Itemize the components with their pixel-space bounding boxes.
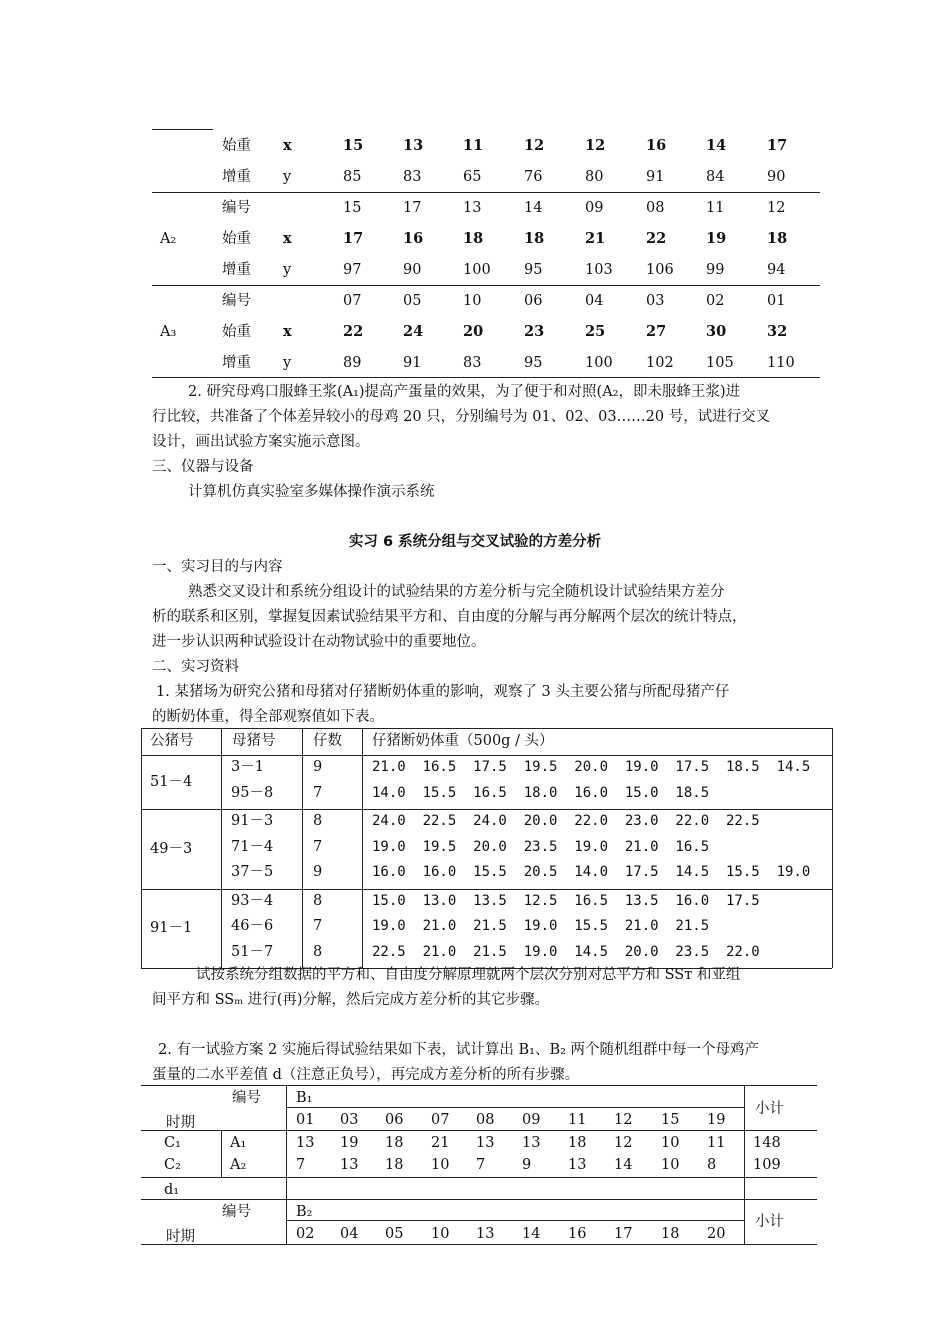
table-cell: 17 — [767, 137, 788, 154]
table-rule — [141, 889, 832, 890]
weaning-weights: 24.0 22.5 24.0 20.0 22.0 23.0 22.0 22.5 — [372, 813, 760, 829]
table-header: 仔数 — [313, 733, 342, 749]
table-rule — [141, 809, 832, 810]
table-cell: 106 — [646, 262, 674, 278]
table-cell: 95 — [524, 262, 543, 278]
hen-id: 01 — [296, 1112, 315, 1128]
table-cell: 91 — [646, 169, 665, 185]
table-rule — [832, 728, 833, 968]
table-cell: 100 — [585, 355, 613, 371]
section-3-title: 三、仪器与设备 — [152, 459, 254, 475]
row-label: 始重 — [222, 324, 251, 340]
table-cell: 14 — [524, 200, 543, 216]
section-2-title: 二、实习资料 — [152, 659, 239, 675]
subtotal-c1: 148 — [753, 1135, 781, 1151]
table-cell: 24 — [403, 323, 424, 340]
egg-count: 7 — [296, 1157, 306, 1173]
hen-id: 11 — [568, 1112, 587, 1128]
table-cell: 13 — [463, 200, 482, 216]
table-cell: 16 — [403, 230, 424, 247]
table-cell: 08 — [646, 200, 665, 216]
table-cell: 03 — [646, 293, 665, 309]
litter-size: 7 — [313, 838, 323, 855]
hen-id: 16 — [568, 1226, 587, 1242]
section-1-line-3: 进一步认识两种试验设计在动物试验中的重要地位。 — [152, 634, 486, 650]
table-cell: 11 — [706, 200, 725, 216]
table-cell: 19 — [706, 230, 727, 247]
egg-count: 12 — [614, 1135, 633, 1151]
egg-count: 13 — [296, 1135, 315, 1151]
table-header: 仔猪断奶体重（500g / 头） — [372, 733, 554, 749]
table-cell: 95 — [524, 355, 543, 371]
lab-6-title: 实习 6 系统分组与交叉试验的方差分析 — [348, 534, 602, 550]
table-cell: 15 — [343, 137, 364, 154]
hen-id: 07 — [431, 1112, 450, 1128]
egg-count: 11 — [707, 1135, 726, 1151]
weaning-weights: 15.0 13.0 13.5 12.5 16.5 13.5 16.0 17.5 — [372, 892, 760, 909]
table-cell: 12 — [767, 200, 786, 216]
egg-count: 13 — [568, 1157, 587, 1173]
table-cell: 65 — [463, 169, 482, 185]
hen-id: 05 — [385, 1226, 404, 1242]
sow-id: 71－4 — [231, 838, 274, 855]
table-rule — [286, 1107, 744, 1108]
table-rule — [286, 1220, 744, 1221]
problem-1-line-2: 的断奶体重，得全部观察值如下表。 — [152, 709, 384, 725]
table-cell: 80 — [585, 169, 604, 185]
egg-count: 13 — [340, 1157, 359, 1173]
row-label: 始重 — [222, 231, 251, 247]
egg-count: 18 — [568, 1135, 587, 1151]
row-label: 编号 — [222, 200, 251, 216]
problem-2-line-1: 2. 有一试验方案 2 实施后得试验结果如下表，试计算出 B₁、B₂ 两个随机组群中每一个母鸡产 — [158, 1042, 760, 1058]
sow-id: 46－6 — [231, 918, 274, 934]
egg-count: 19 — [340, 1135, 359, 1151]
table-cell: 17 — [343, 230, 364, 247]
table-rule — [141, 1244, 817, 1245]
egg-count: 7 — [476, 1157, 486, 1173]
sow-id: 3－1 — [231, 759, 264, 775]
table-cell: 06 — [524, 293, 543, 309]
egg-count: 18 — [385, 1135, 404, 1151]
sow-id: 37－5 — [231, 864, 274, 880]
table-cell: 76 — [524, 169, 543, 185]
header-period-label: 时期 — [166, 1115, 195, 1131]
hen-id: 10 — [431, 1226, 450, 1242]
header-number-label: 编号 — [232, 1090, 261, 1106]
treatment-a1: A₁ — [230, 1135, 247, 1151]
egg-count: 13 — [522, 1135, 541, 1151]
question-2-line-3: 设计，画出试验方案实施示意图。 — [152, 434, 370, 450]
egg-count: 8 — [707, 1157, 717, 1173]
table-cell: 90 — [403, 262, 422, 278]
table-header: 公猪号 — [150, 733, 194, 749]
table-cell: 84 — [706, 169, 725, 185]
litter-size: 7 — [313, 918, 323, 934]
table-cell: 83 — [463, 355, 482, 371]
table-cell: 97 — [343, 262, 362, 278]
question-2-line-2: 行比较，共准备了个体差异较小的母鸡 20 只，分别编号为 01、02、03……20 号，试进行交叉 — [152, 409, 771, 425]
litter-size: 8 — [313, 943, 323, 960]
table-cell: 18 — [767, 230, 788, 247]
table-cell: 90 — [767, 169, 786, 185]
table-cell: 09 — [585, 200, 604, 216]
hen-id: 15 — [661, 1112, 680, 1128]
header-period-label: 时期 — [166, 1229, 195, 1245]
table-rule — [362, 728, 363, 968]
egg-count: 13 — [476, 1135, 495, 1151]
table-cell: 91 — [403, 355, 422, 371]
variable-label: y — [283, 262, 292, 278]
table-cell: 10 — [463, 293, 482, 309]
table-cell: 14 — [706, 137, 727, 154]
table-rule — [221, 728, 222, 968]
table-cell: 12 — [585, 137, 606, 154]
hen-id: 13 — [476, 1226, 495, 1242]
table-cell: 89 — [343, 355, 362, 371]
table-cell: 20 — [463, 323, 484, 340]
table-cell: 16 — [646, 137, 667, 154]
group-label: A₃ — [160, 324, 177, 340]
table-cell: 25 — [585, 323, 606, 340]
table-cell: 105 — [706, 355, 734, 371]
table-cell: 94 — [767, 262, 786, 278]
section-3-text: 计算机仿真实验室多媒体操作演示系统 — [188, 484, 435, 500]
header-number-label: 编号 — [222, 1204, 251, 1220]
weaning-weights: 16.0 16.0 15.5 20.5 14.0 17.5 14.5 15.5 19.0 — [372, 864, 811, 880]
table-cell: 01 — [767, 293, 786, 309]
weaning-weights: 14.0 15.5 16.5 18.0 16.0 15.0 18.5 — [372, 784, 710, 801]
table-cell: 103 — [585, 262, 613, 278]
table-rule — [141, 1085, 817, 1086]
table-cell: 99 — [706, 262, 725, 278]
group-label: A₂ — [160, 231, 177, 247]
section-1-title: 一、实习目的与内容 — [152, 559, 283, 575]
variable-label: x — [283, 323, 292, 340]
table-cell: 85 — [343, 169, 362, 185]
table-cell: 17 — [403, 200, 422, 216]
difference-d1: d₁ — [164, 1182, 180, 1198]
weaning-weights: 22.5 21.0 21.5 19.0 14.5 20.0 23.5 22.0 — [372, 943, 760, 960]
row-label: 增重 — [222, 169, 251, 185]
table-cell: 18 — [524, 230, 545, 247]
litter-size: 7 — [313, 784, 323, 801]
group-b1-label: B₁ — [296, 1090, 313, 1106]
table-cell: 13 — [403, 137, 424, 154]
hen-id: 03 — [340, 1112, 359, 1128]
problem-1-after-line-1: 试按系统分组数据的平方和、自由度分解原理就两个层次分别对总平方和 SSᴛ 和亚组 — [196, 967, 741, 983]
egg-count: 21 — [431, 1135, 450, 1151]
hen-id: 08 — [476, 1112, 495, 1128]
egg-count: 14 — [614, 1157, 633, 1173]
table-rule — [141, 728, 142, 968]
table-rule — [141, 1199, 817, 1200]
variable-label: y — [283, 355, 292, 371]
treatment-a2: A₂ — [230, 1157, 247, 1173]
hen-id: 19 — [707, 1112, 726, 1128]
problem-1-line-1: 1. 某猪场为研究公猪和母猪对仔猪断奶体重的影响，观察了 3 头主要公猪与所配母猪产仔 — [156, 684, 730, 700]
table-header: 母猪号 — [232, 733, 276, 749]
hen-id: 06 — [385, 1112, 404, 1128]
table-cell: 22 — [646, 230, 667, 247]
table-cell: 02 — [706, 293, 725, 309]
boar-id: 91－1 — [150, 920, 193, 937]
table-cell: 22 — [343, 323, 364, 340]
sow-id: 93－4 — [231, 892, 274, 909]
table-cell: 21 — [585, 230, 606, 247]
group-b2-label: B₂ — [296, 1204, 313, 1220]
litter-size: 9 — [313, 759, 323, 775]
row-label: 增重 — [222, 355, 251, 371]
egg-count: 10 — [661, 1135, 680, 1151]
weaning-weights: 21.0 16.5 17.5 19.5 20.0 19.0 17.5 18.5 14.5 — [372, 759, 811, 775]
table-rule — [286, 1085, 287, 1244]
hen-id: 09 — [522, 1112, 541, 1128]
sow-id: 51－7 — [231, 943, 274, 960]
table-cell: 11 — [463, 137, 484, 154]
subtotal-c2: 109 — [753, 1157, 781, 1173]
table-rule — [141, 1177, 817, 1178]
hen-id: 20 — [707, 1226, 726, 1242]
row-label: 编号 — [222, 293, 251, 309]
period-c1: C₁ — [164, 1135, 181, 1151]
row-label: 始重 — [222, 138, 251, 154]
hen-id: 17 — [614, 1226, 633, 1242]
egg-count: 10 — [431, 1157, 450, 1173]
litter-size: 8 — [313, 892, 323, 909]
weaning-weights: 19.0 19.5 20.0 23.5 19.0 21.0 16.5 — [372, 838, 710, 855]
problem-2-line-2: 蛋量的二水平差值 d（注意正负号），再完成方差分析的所有步骤。 — [152, 1067, 580, 1083]
variable-label: y — [283, 169, 292, 185]
period-c2: C₂ — [164, 1157, 181, 1173]
row-label: 增重 — [222, 262, 251, 278]
sow-id: 91－3 — [231, 813, 274, 829]
hen-id: 14 — [522, 1226, 541, 1242]
variable-label: x — [283, 137, 292, 154]
section-1-line-2: 析的联系和区别，掌握复因素试验结果平方和、自由度的分解与再分解两个层次的统计特点， — [152, 609, 747, 625]
question-2-line-1: 2. 研究母鸡口服蜂王浆(A₁)提高产蛋量的效果，为了便于和对照(A₂，即未服蜂王浆)进 — [188, 384, 741, 400]
table-rule — [744, 1085, 745, 1244]
hen-id: 02 — [296, 1226, 315, 1242]
table-cell: 23 — [524, 323, 545, 340]
table-rule — [302, 728, 303, 968]
table-rule — [141, 755, 832, 756]
table-cell: 04 — [585, 293, 604, 309]
table-cell: 83 — [403, 169, 422, 185]
weaning-weights: 19.0 21.0 21.5 19.0 15.5 21.0 21.5 — [372, 918, 710, 934]
hen-id: 18 — [661, 1226, 680, 1242]
boar-id: 51－4 — [150, 774, 193, 790]
egg-count: 9 — [522, 1157, 532, 1173]
table-cell: 18 — [463, 230, 484, 247]
boar-id: 49－3 — [150, 840, 193, 857]
variable-label: x — [283, 230, 292, 247]
subtotal-label: 小计 — [755, 1101, 784, 1117]
table-rule — [141, 728, 832, 729]
table-rule — [221, 1130, 222, 1177]
subtotal-label: 小计 — [755, 1214, 784, 1230]
egg-count: 10 — [661, 1157, 680, 1173]
hen-id: 04 — [340, 1226, 359, 1242]
table-cell: 05 — [403, 293, 422, 309]
table-cell: 110 — [767, 355, 795, 371]
table-cell: 32 — [767, 323, 788, 340]
table-cell: 102 — [646, 355, 674, 371]
sow-id: 95－8 — [231, 784, 274, 801]
section-1-line-1: 熟悉交叉设计和系统分组设计的试验结果的方差分析与完全随机设计试验结果方差分 — [188, 584, 725, 600]
table-cell: 100 — [463, 262, 491, 278]
litter-size: 9 — [313, 864, 323, 880]
table-cell: 07 — [343, 293, 362, 309]
problem-1-after-line-2: 间平方和 SSₘ 进行(再)分解，然后完成方差分析的其它步骤。 — [152, 992, 550, 1008]
hen-id: 12 — [614, 1112, 633, 1128]
table-cell: 15 — [343, 200, 362, 216]
litter-size: 8 — [313, 813, 323, 829]
table-cell: 27 — [646, 323, 667, 340]
table-cell: 30 — [706, 323, 727, 340]
egg-count: 18 — [385, 1157, 404, 1173]
table-cell: 12 — [524, 137, 545, 154]
table-rule — [141, 1130, 817, 1131]
